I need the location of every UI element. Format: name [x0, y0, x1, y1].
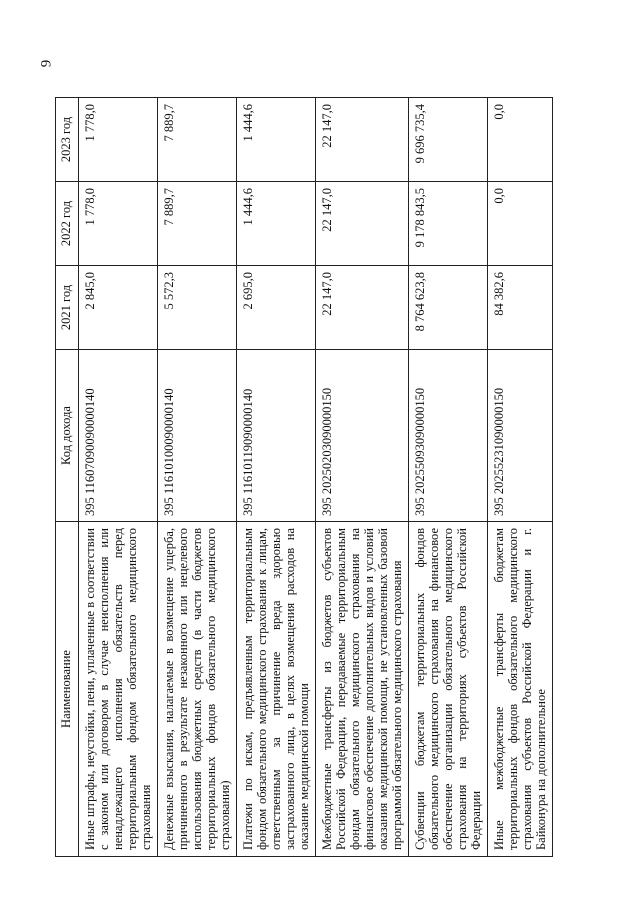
row-value-2022: 7 889,7	[158, 182, 237, 266]
table-row	[158, 98, 237, 857]
row-code: 395 20250203090000150	[316, 350, 409, 522]
row-code: 395 11610100090000140	[158, 350, 237, 522]
row-name: Иные межбюджетные трансферты бюджетам территориальных фондов обязательного медицинского страхования субъектов Российской Федерации и г. Байконура на дополнительное	[488, 522, 553, 857]
header-code: Код дохода	[56, 350, 79, 522]
row-code: 395 20255093090000150	[409, 350, 488, 522]
row-value-2021: 2 695,0	[237, 266, 316, 350]
header-name: Наименование	[56, 522, 79, 857]
table-row	[316, 98, 409, 857]
row-code: 395 11607090090000140	[79, 350, 158, 522]
row-value-2023: 1 444,6	[237, 98, 316, 182]
row-name: Денежные взыскания, налагаемые в возмещение ущерба, причиненного в результате незаконного или нецелевого использования бюджетных средств (в части бюджетов территориальных фондов обязательного медицинского страхования)	[158, 522, 237, 857]
header-2022: 2022 год	[56, 182, 79, 266]
row-value-2022: 9 178 843,5	[409, 182, 488, 266]
row-value-2022: 1 778,0	[79, 182, 158, 266]
row-value-2021: 84 382,6	[488, 266, 553, 350]
row-value-2023: 1 778,0	[79, 98, 158, 182]
row-code: 395 20255231090000150	[488, 350, 553, 522]
row-value-2021: 2 845,0	[79, 266, 158, 350]
row-value-2021: 5 572,3	[158, 266, 237, 350]
row-name: Межбюджетные трансферты из бюджетов субъектов Российской Федерации, передаваемые территориальным фондам обязательного медицинского страхования на финансовое обеспечение дополнительных видов и условий оказания медицинской помощи, не установленных базовой программой обязательного медицинского страхования	[316, 522, 409, 857]
row-value-2022: 1 444,6	[237, 182, 316, 266]
table-row	[79, 98, 158, 857]
page-number: 9	[38, 59, 55, 68]
header-2023: 2023 год	[56, 98, 79, 182]
row-value-2023: 0,0	[488, 98, 553, 182]
table-row	[409, 98, 488, 857]
row-name: Платежи по искам, предъявленным территориальным фондом обязательного медицинского страхования к лицам, ответственным за причинение вреда здоровью застрахованного лица, в целях возмещения расходов на оказание медицинской помощи	[237, 522, 316, 857]
row-name: Иные штрафы, неустойки, пени, уплаченные в соответствии с законом или договором в случае неисполнения или ненадлежащего исполнения обязательств перед территориальным фондом обязательного медицинского страхования	[79, 522, 158, 857]
row-value-2022: 0,0	[488, 182, 553, 266]
rotated-table-container	[55, 97, 548, 857]
revenue-table	[55, 97, 553, 857]
row-value-2022: 22 147,0	[316, 182, 409, 266]
row-code: 395 11610119090000140	[237, 350, 316, 522]
row-value-2023: 7 889,7	[158, 98, 237, 182]
row-value-2023: 22 147,0	[316, 98, 409, 182]
table-row	[488, 98, 553, 857]
table-header-row	[56, 98, 79, 857]
header-2021: 2021 год	[56, 266, 79, 350]
row-value-2021: 22 147,0	[316, 266, 409, 350]
row-value-2021: 8 764 623,8	[409, 266, 488, 350]
table-row	[237, 98, 316, 857]
row-name: Субвенции бюджетам территориальных фондов обязательного медицинского страхования на финансовое обеспечение организации обязательного медицинского страхования на территориях субъектов Российской Федерации	[409, 522, 488, 857]
row-value-2023: 9 696 735,4	[409, 98, 488, 182]
